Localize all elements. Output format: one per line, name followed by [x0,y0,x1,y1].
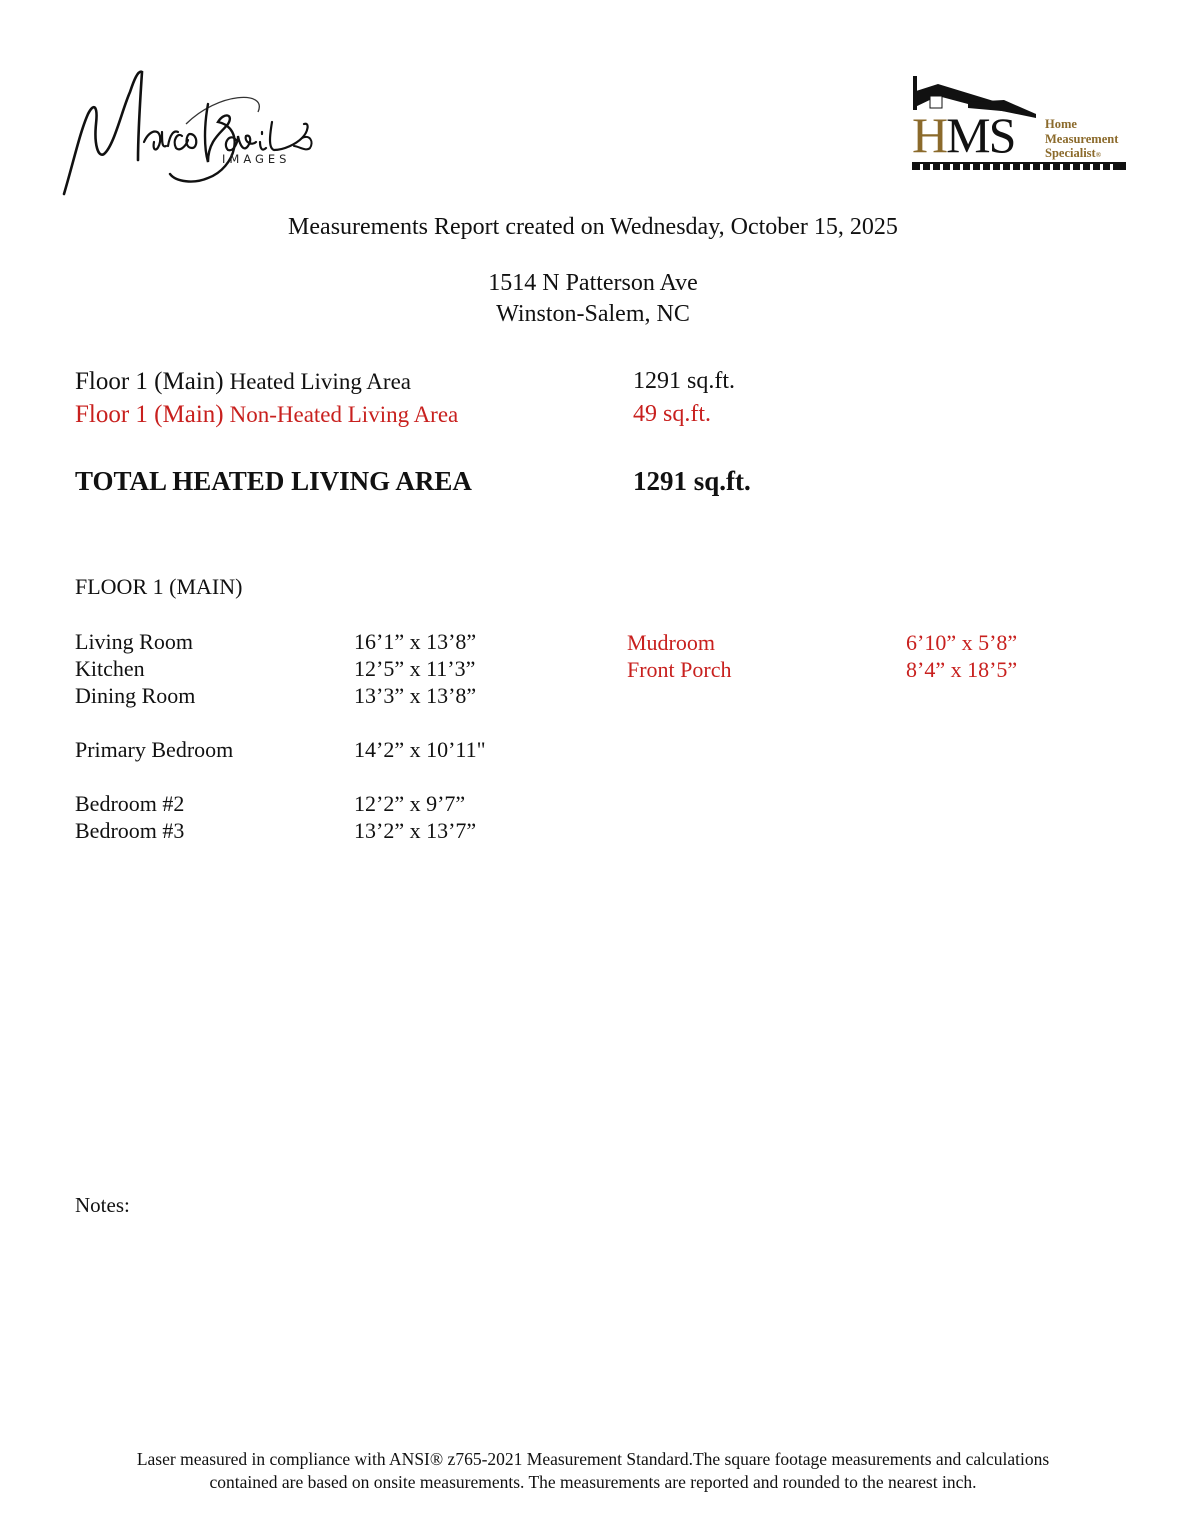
hms-tagline [1045,117,1118,163]
summary-non-heated-value: 49 sq.ft. [633,401,711,427]
room-name: Primary Bedroom [75,737,234,762]
summary-heated-label: Floor 1 (Main) Heated Living Area [75,368,411,395]
room-dims: 13’3” x 13’8” [354,683,477,708]
hms-monogram-ms: MS [946,107,1015,163]
footer-line-1: Laser measured in compliance with ANSI® z765-2021 Measurement Standard.The square footage measurements and calculations [136,1449,1050,1469]
room-name: Front Porch [627,657,732,682]
room-row [75,737,555,764]
room-row-non-heated [627,657,1107,684]
floor-heading: FLOOR 1 (MAIN) [75,574,243,599]
hms-tagline-measurement: Measurement [1045,131,1119,146]
room-dims: 8’4” x 18’5” [906,657,1018,682]
room-dims: 13’2” x 13’7” [354,818,477,843]
report-title: Measurements Report created on Wednesday, October 15, 2025 [288,214,898,240]
room-row [75,683,555,710]
room-name: Kitchen [75,656,145,681]
room-dims: 6’10” x 5’8” [906,630,1018,655]
room-dims: 12’5” x 11’3” [354,656,476,681]
hms-tagline-specialist: Specialist® [1045,146,1101,160]
summary-total-row [75,466,975,496]
room-name: Living Room [75,629,193,654]
summary-heated-value: 1291 sq.ft. [633,368,735,394]
hms-monogram [912,107,1015,163]
footer-disclaimer [0,1448,1186,1494]
room-dims: 14’2” x 10’11" [354,737,486,762]
hms-monogram-h: H [912,107,947,163]
notes-label: Notes: [75,1193,130,1217]
address-line-1: 1514 N Patterson Ave [488,270,698,296]
room-name: Mudroom [627,630,715,655]
room-row [75,818,555,845]
room-name: Dining Room [75,683,196,708]
footer-line-2: contained are based on onsite measurements. The measurements are reported and rounded to the nearest inch. [209,1472,977,1492]
hms-tagline-home: Home [1045,117,1077,131]
room-dims: 16’1” x 13’8” [354,629,477,654]
marco-basile-logo [58,62,328,202]
room-name: Bedroom #2 [75,791,185,816]
hms-logo [908,74,1138,178]
room-name: Bedroom #3 [75,818,185,843]
room-row [75,629,555,656]
summary-non-heated-label: Floor 1 (Main) Non-Heated Living Area [75,401,459,428]
summary-total-value: 1291 sq.ft. [633,466,751,496]
room-row-non-heated [627,630,1107,657]
signature-logo-icon [58,62,328,202]
summary-non-heated-row [75,401,975,431]
room-row [75,791,555,818]
summary-heated-row [75,368,975,398]
summary-total-label: TOTAL HEATED LIVING AREA [75,466,472,496]
address-line-2: Winston-Salem, NC [496,301,690,327]
room-dims: 12’2” x 9’7” [354,791,466,816]
logo-subtext: IMAGES [222,152,291,166]
room-row [75,656,555,683]
